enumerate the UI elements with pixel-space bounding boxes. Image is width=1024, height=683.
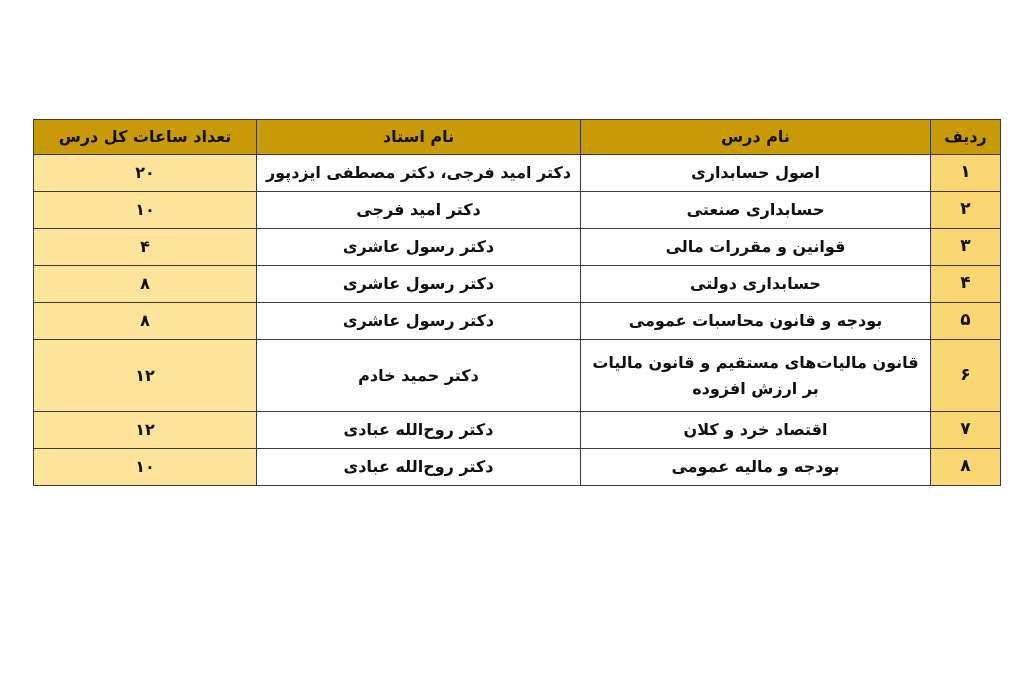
row-number: ۲ [931,192,1001,229]
courses-table [33,119,1001,486]
table-row [34,155,1001,192]
row-number: ۳ [931,229,1001,266]
row-number: ۷ [931,412,1001,449]
row-number: ۴ [931,266,1001,303]
total-hours: ۴ [34,229,257,266]
row-number: ۶ [931,340,1001,412]
table-row [34,266,1001,303]
teacher-name: دکتر رسول عاشری [257,266,581,303]
table-row [34,412,1001,449]
teacher-name: دکتر روح‌الله عبادی [257,449,581,486]
total-hours: ۲۰ [34,155,257,192]
header-course-name: نام درس [581,120,931,155]
teacher-name: دکتر رسول عاشری [257,303,581,340]
teacher-name: دکتر حمید خادم [257,340,581,412]
course-name: حسابداری صنعتی [581,192,931,229]
table-row [34,192,1001,229]
total-hours: ۸ [34,266,257,303]
total-hours: ۱۰ [34,449,257,486]
teacher-name: دکتر رسول عاشری [257,229,581,266]
courses-table-container [33,119,1000,486]
table-row [34,229,1001,266]
total-hours: ۱۰ [34,192,257,229]
teacher-name: دکتر روح‌الله عبادی [257,412,581,449]
total-hours: ۸ [34,303,257,340]
course-name: حسابداری دولتی [581,266,931,303]
teacher-name: دکتر امید فرجی [257,192,581,229]
header-teacher-name: نام استاد [257,120,581,155]
row-number: ۸ [931,449,1001,486]
row-number: ۱ [931,155,1001,192]
table-row [34,303,1001,340]
table-header-row [34,120,1001,155]
total-hours: ۱۲ [34,412,257,449]
course-name: بودجه و قانون محاسبات عمومی [581,303,931,340]
header-row-number: ردیف [931,120,1001,155]
teacher-name: دکتر امید فرجی، دکتر مصطفی ایزدپور [257,155,581,192]
total-hours: ۱۲ [34,340,257,412]
header-total-hours: تعداد ساعات کل درس [34,120,257,155]
course-name: اصول حسابداری [581,155,931,192]
table-row [34,340,1001,412]
course-name: قوانین و مقررات مالی [581,229,931,266]
table-row [34,449,1001,486]
course-name: اقتصاد خرد و کلان [581,412,931,449]
row-number: ۵ [931,303,1001,340]
course-name: بودجه و مالیه عمومی [581,449,931,486]
course-name: قانون مالیات‌های مستقیم و قانون مالیات بر ارزش افزوده [581,340,931,412]
